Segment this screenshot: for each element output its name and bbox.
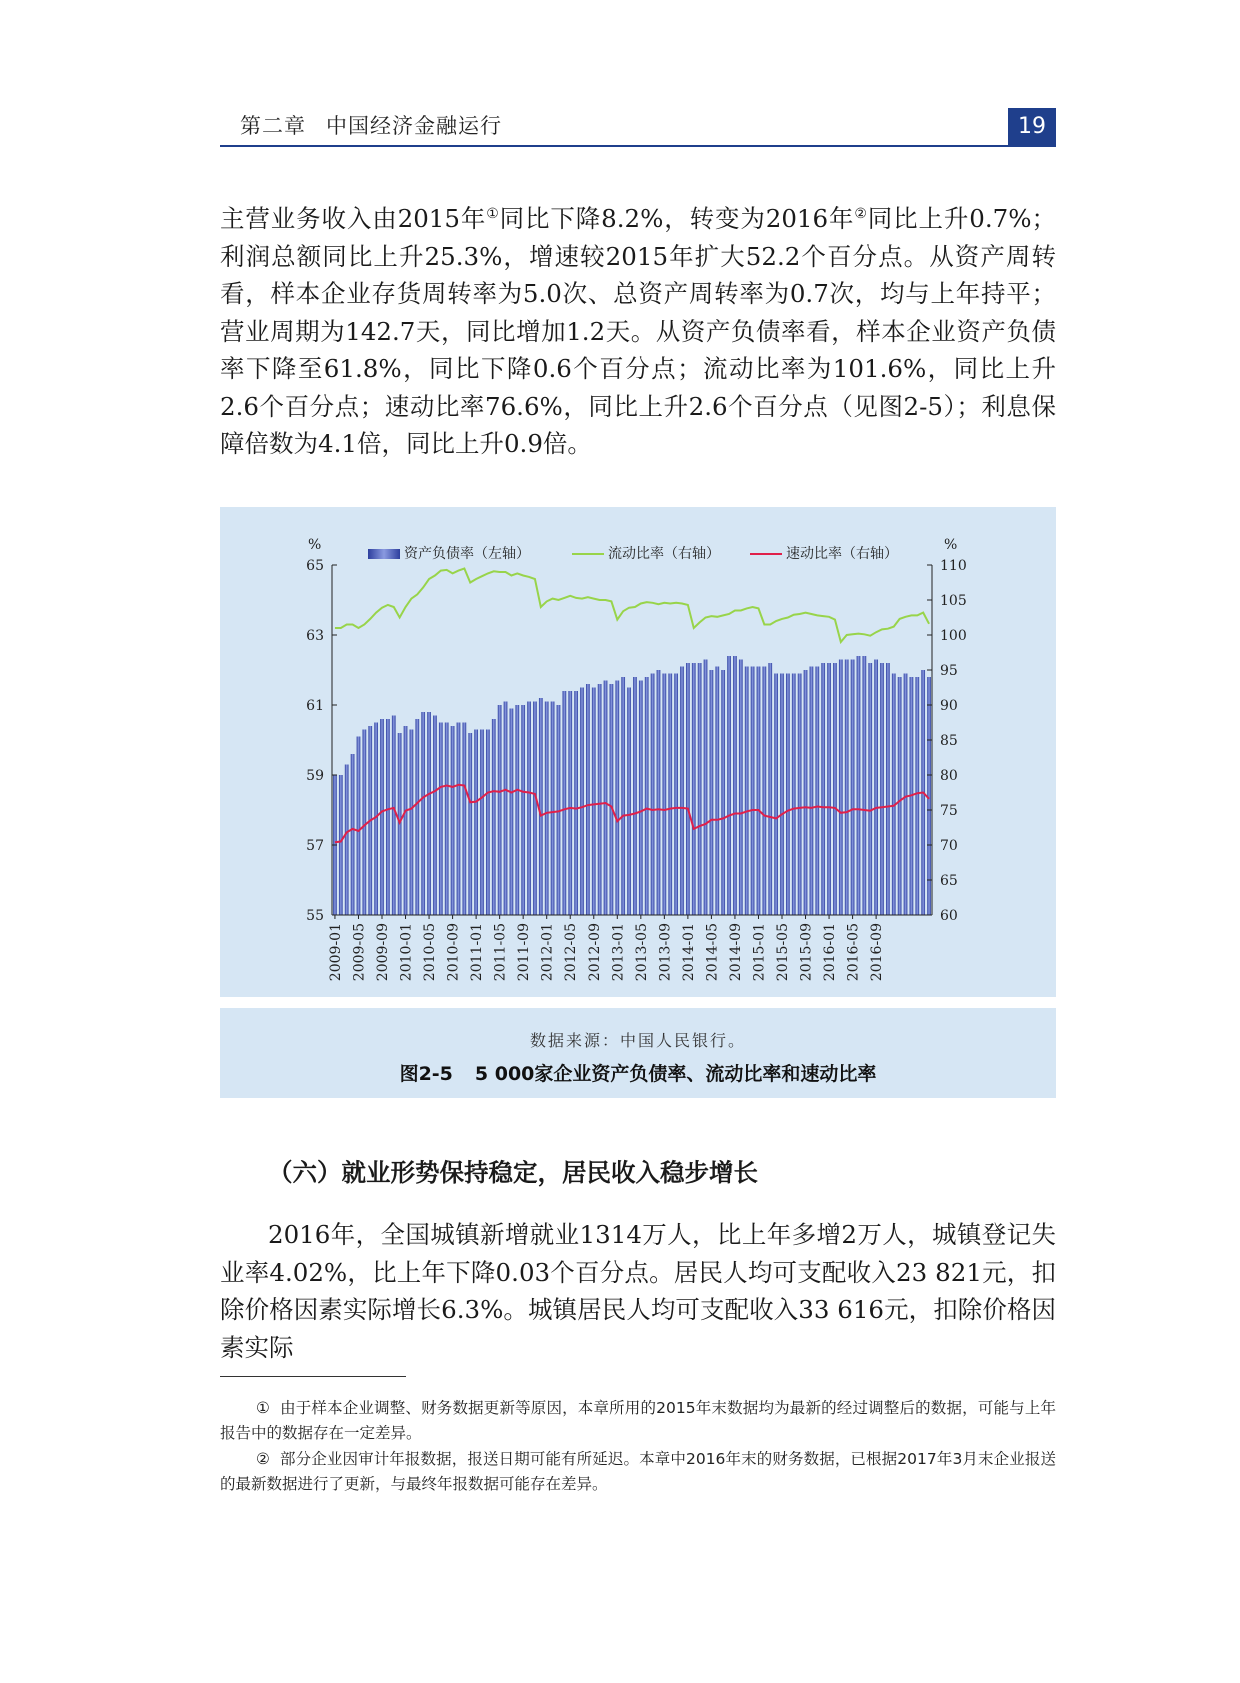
bar-debt-ratio — [798, 674, 802, 916]
left-tick-label: 59 — [306, 768, 324, 784]
bar-debt-ratio — [439, 723, 443, 916]
right-tick-label: 105 — [940, 593, 967, 609]
x-tick-label: 2015-05 — [775, 923, 791, 982]
bar-debt-ratio — [780, 674, 784, 916]
bar-debt-ratio — [533, 702, 537, 916]
bar-debt-ratio — [633, 677, 637, 915]
bar-debt-ratio — [474, 730, 478, 916]
bar-debt-ratio — [486, 730, 490, 916]
bar-debt-ratio — [515, 705, 519, 915]
bar-debt-ratio — [386, 719, 390, 915]
bar-debt-ratio — [539, 698, 543, 915]
bar-debt-ratio — [510, 709, 514, 916]
x-tick-label: 2011-05 — [492, 923, 509, 982]
bar-debt-ratio — [692, 663, 696, 915]
bar-debt-ratio — [404, 726, 408, 915]
bar-debt-ratio — [339, 775, 343, 915]
bar-debt-ratio — [357, 737, 361, 916]
chapter-header — [240, 110, 502, 140]
x-tick-label: 2009-09 — [375, 923, 391, 982]
x-tick-label: 2012-01 — [539, 923, 556, 982]
bar-debt-ratio — [751, 667, 755, 916]
bar-debt-ratio — [768, 663, 772, 915]
x-tick-label: 2016-09 — [869, 923, 886, 982]
bar-debt-ratio — [574, 691, 578, 915]
combo-chart — [220, 507, 1056, 997]
figure-title-text: 5 000家企业资产负债率、流动比率和速动比率 — [474, 1063, 877, 1085]
right-tick-label: 110 — [940, 558, 967, 574]
bar-debt-ratio — [857, 656, 861, 915]
bar-debt-ratio — [762, 667, 766, 916]
left-tick-label: 57 — [306, 838, 324, 854]
bar-debt-ratio — [827, 663, 831, 915]
legend-quick-label: 速动比率（右轴） — [786, 546, 898, 562]
x-tick-label: 2010-05 — [422, 923, 439, 982]
footnote-ref-1[interactable]: ① — [486, 206, 500, 222]
footnote-divider — [220, 1376, 406, 1377]
bar-debt-ratio — [892, 674, 896, 916]
bar-debt-ratio — [704, 660, 708, 916]
figure-source: 数据来源：中国人民银行。 — [529, 1031, 746, 1050]
bar-debt-ratio — [621, 677, 625, 915]
x-tick-label: 2013-01 — [610, 923, 627, 982]
bar-debt-ratio — [592, 688, 596, 916]
left-tick-label: 65 — [306, 558, 324, 574]
bar-debt-ratio — [804, 670, 808, 915]
x-tick-label: 2014-01 — [680, 923, 697, 982]
bar-debt-ratio — [915, 677, 919, 915]
bar-debt-ratio — [492, 719, 496, 915]
bar-debt-ratio — [362, 730, 366, 916]
bar-debt-ratio — [774, 674, 778, 916]
right-tick-label: 60 — [940, 908, 958, 924]
bar-debt-ratio — [792, 674, 796, 916]
body-paragraph-2: 2016年，全国城镇新增就业1314万人，比上年多增2万人，城镇登记失业率4.02%，比上年下降0.03个百分点。居民人均可支配收入23 821元，扣除价格因素实际增长6.3%。城镇居民人均可支配收入33 616元，扣除价格因素实际 — [220, 1220, 1056, 1362]
bar-debt-ratio — [639, 681, 643, 916]
section-heading: （六）就业形势保持稳定，居民收入稳步增长 — [268, 1158, 758, 1187]
bar-debt-ratio — [627, 688, 631, 916]
header-divider — [220, 145, 1056, 147]
bar-debt-ratio — [645, 677, 649, 915]
bar-debt-ratio — [845, 660, 849, 916]
left-tick-label: 63 — [306, 628, 324, 644]
x-tick-label: 2013-09 — [657, 923, 674, 982]
x-tick-label: 2011-01 — [469, 923, 486, 982]
bar-debt-ratio — [545, 702, 549, 916]
bar-debt-ratio — [451, 726, 455, 915]
right-tick-label: 70 — [940, 838, 958, 854]
bar-debt-ratio — [445, 723, 449, 916]
bar-debt-ratio — [427, 712, 431, 915]
bar-debt-ratio — [698, 663, 702, 915]
p1-text-b: 同比下降8.2%，转变为2016年 — [499, 204, 855, 234]
x-tick-label: 2010-01 — [398, 923, 415, 982]
bar-debt-ratio — [580, 688, 584, 916]
footnote-ref-2[interactable]: ② — [854, 206, 868, 222]
page-number: 19 — [1008, 108, 1056, 146]
bar-debt-ratio — [562, 691, 566, 915]
bar-debt-ratio — [392, 716, 396, 916]
bar-debt-ratio — [615, 681, 619, 916]
bar-debt-ratio — [721, 670, 725, 915]
bar-debt-ratio — [657, 670, 661, 915]
p1-text-a: 主营业务收入由2015年 — [220, 204, 487, 234]
bar-debt-ratio — [504, 702, 508, 916]
bar-debt-ratio — [651, 674, 655, 916]
x-tick-label: 2014-09 — [727, 923, 744, 982]
bar-debt-ratio — [604, 681, 608, 916]
bar-debt-ratio — [886, 663, 890, 915]
x-tick-label: 2009-05 — [351, 923, 368, 982]
x-tick-label: 2013-05 — [633, 923, 650, 982]
chapter-title: 中国经济金融运行 — [326, 114, 502, 138]
bar-debt-ratio — [457, 723, 461, 916]
figure-number: 图2-5 — [399, 1063, 453, 1085]
bar-debt-ratio — [480, 730, 484, 916]
bar-debt-ratio — [733, 656, 737, 915]
bar-debt-ratio — [874, 660, 878, 916]
bar-debt-ratio — [498, 705, 502, 915]
bar-debt-ratio — [415, 719, 419, 915]
x-tick-label: 2014-05 — [704, 923, 721, 982]
x-tick-label: 2011-09 — [516, 923, 533, 982]
bar-debt-ratio — [904, 674, 908, 916]
left-unit-label: % — [308, 537, 322, 553]
footnote-1 — [220, 1396, 1056, 1446]
bar-debt-ratio — [462, 723, 466, 916]
right-tick-label: 80 — [940, 768, 958, 784]
x-tick-label: 2015-09 — [798, 923, 815, 982]
right-tick-label: 95 — [940, 663, 958, 679]
bar-debt-ratio — [710, 670, 714, 915]
bar-debt-ratio — [868, 663, 872, 915]
legend-bar-swatch — [368, 549, 400, 559]
bar-debt-ratio — [821, 663, 825, 915]
footnote-2-text: 部分企业因审计年报数据，报送日期可能有所延迟。本章中2016年末的财务数据，已根据2017年3月末企业报送的最新数据进行了更新，与最终年报数据可能存在差异。 — [220, 1450, 1056, 1493]
right-tick-label: 75 — [940, 803, 958, 819]
bar-debt-ratio — [745, 667, 749, 916]
x-tick-label: 2015-01 — [751, 923, 768, 982]
line-current-ratio — [335, 569, 929, 643]
figure-caption-box — [220, 1008, 1056, 1098]
figure-chart-panel — [220, 507, 1056, 997]
bar-debt-ratio — [839, 660, 843, 916]
x-tick-label: 2009-01 — [327, 923, 344, 982]
bar-debt-ratio — [680, 667, 684, 916]
legend-bar-label: 资产负债率（左轴） — [404, 546, 530, 562]
footnote-1-text: 由于样本企业调整、财务数据更新等原因，本章所用的2015年末数据均为最新的经过调整后的数据，可能与上年报告中的数据存在一定差异。 — [220, 1399, 1056, 1442]
chapter-label: 第二章 — [240, 114, 306, 138]
bar-debt-ratio — [862, 656, 866, 915]
bar-debt-ratio — [851, 660, 855, 916]
bar-debt-ratio — [786, 674, 790, 916]
right-tick-label: 65 — [940, 873, 958, 889]
bar-debt-ratio — [833, 663, 837, 915]
bar-debt-ratio — [739, 660, 743, 916]
bar-debt-ratio — [810, 667, 814, 916]
x-tick-label: 2016-05 — [845, 923, 862, 982]
bar-debt-ratio — [662, 674, 666, 916]
x-tick-label: 2016-01 — [822, 923, 839, 982]
right-tick-label: 90 — [940, 698, 958, 714]
bar-debt-ratio — [521, 705, 525, 915]
right-unit-label: % — [944, 537, 958, 553]
right-tick-label: 100 — [940, 628, 967, 644]
bar-debt-ratio — [468, 733, 472, 915]
footnote-2-mark: ② — [256, 1450, 271, 1468]
bar-debt-ratio — [674, 674, 678, 916]
right-tick-label: 85 — [940, 733, 958, 749]
bar-debt-ratio — [598, 684, 602, 915]
x-tick-label: 2012-09 — [586, 923, 603, 982]
bar-debt-ratio — [551, 702, 555, 916]
figure-title — [220, 1059, 1056, 1086]
legend-current-label: 流动比率（右轴） — [608, 546, 720, 562]
bar-debt-ratio — [898, 677, 902, 915]
p1-text-c: 同比上升0.7%；利润总额同比上升25.3%，增速较2015年扩大52.2个百分点。从资产周转看，样本企业存货周转率为5.0次、总资产周转率为0.7次，均与上年持平；营业周期为142.7天，同比增加1.2天。从资产负债率看，样本企业资产负债率下降至61.8%，同比下降0.6个百分点；流动比率为101.6%，同比上升2.6个百分点；速动比率76.6%，同比上升2.6个百分点（见图2-5）；利息保障倍数为4.1倍，同比上升0.9倍。 — [220, 204, 1056, 459]
bar-debt-ratio — [586, 684, 590, 915]
bar-debt-ratio — [351, 754, 355, 915]
bar-debt-ratio — [815, 667, 819, 916]
bar-debt-ratio — [610, 684, 614, 915]
bar-debt-ratio — [568, 691, 572, 915]
bar-debt-ratio — [527, 702, 531, 916]
left-tick-label: 61 — [306, 698, 324, 714]
bar-debt-ratio — [421, 712, 425, 915]
footnote-1-mark: ① — [256, 1399, 271, 1417]
footnote-2 — [220, 1447, 1056, 1497]
bar-debt-ratio — [380, 719, 384, 915]
bar-debt-ratio — [715, 667, 719, 916]
bar-debt-ratio — [410, 730, 414, 916]
bar-debt-ratio — [668, 674, 672, 916]
bar-debt-ratio — [686, 663, 690, 915]
x-tick-label: 2012-05 — [563, 923, 580, 982]
x-tick-label: 2010-09 — [445, 923, 462, 982]
bar-debt-ratio — [727, 656, 731, 915]
bar-debt-ratio — [880, 663, 884, 915]
bar-debt-ratio — [433, 716, 437, 916]
bar-debt-ratio — [757, 667, 761, 916]
body-paragraph-1 — [220, 196, 1056, 463]
bar-debt-ratio — [345, 765, 349, 916]
left-tick-label: 55 — [306, 908, 324, 924]
